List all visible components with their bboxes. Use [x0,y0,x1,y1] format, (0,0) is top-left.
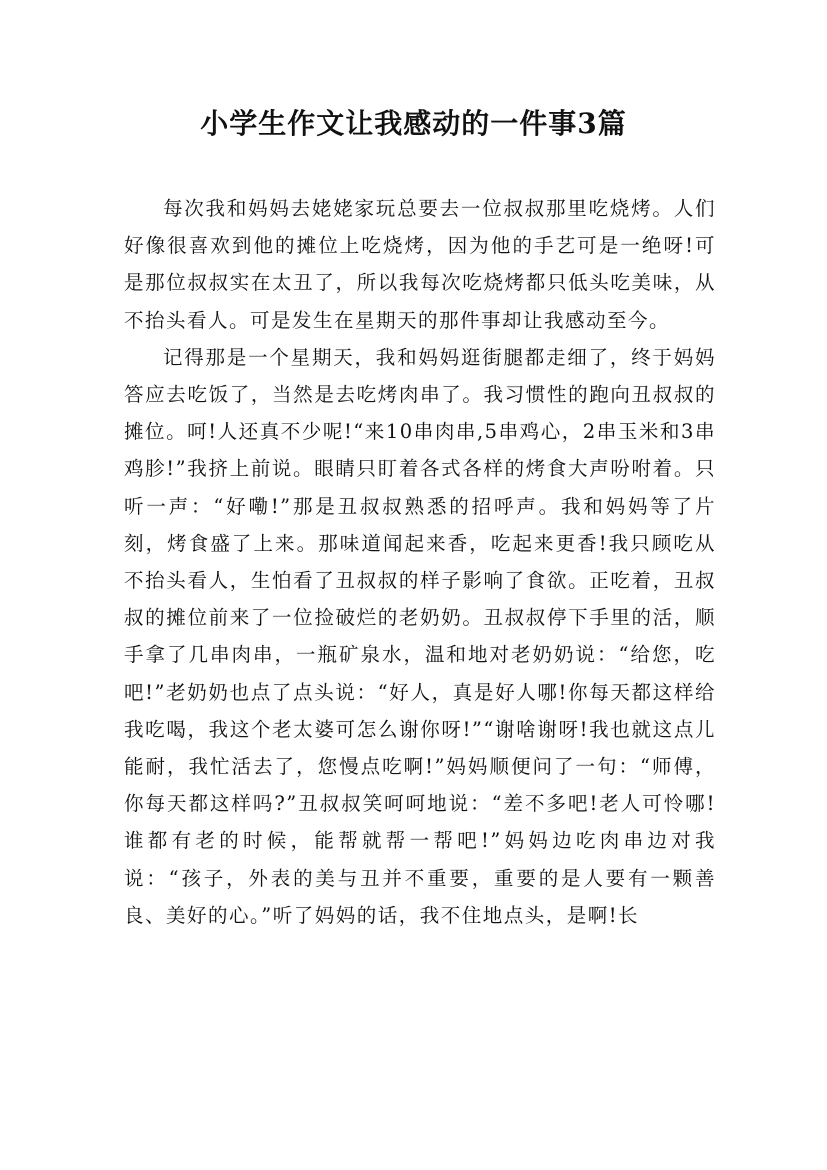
document-title: 小学生作文让我感动的一件事3篇 [200,107,627,140]
document-body [124,190,716,934]
paragraph-2: 记得那是一个星期天，我和妈妈逛街腿都走细了，终于妈妈答应去吃饭了，当然是去吃烤肉串了。我习惯性的跑向丑叔叔的摊位。呵!人还真不少呢!“来10串肉串,5串鸡心，2串玉米和3串鸡胗!”我挤上前说。眼睛只盯着各式各样的烤食大声吩咐着。只听一声：“好嘞!”那是丑叔叔熟悉的招呼声。我和妈妈等了片刻，烤食盛了上来。那味道闻起来香，吃起来更香!我只顾吃从不抬头看人，生怕看了丑叔叔的样子影响了食欲。正吃着，丑叔叔的摊位前来了一位捡破烂的老奶奶。丑叔叔停下手里的活，顺手拿了几串肉串，一瓶矿泉水，温和地对老奶奶说：“给您，吃吧!”老奶奶也点了点头说：“好人，真是好人哪!你每天都这样给我吃喝，我这个老太婆可怎么谢你呀!”“谢啥谢呀!我也就这点儿能耐，我忙活去了，您慢点吃啊!”妈妈顺便问了一句：“师傅，你每天都这样吗?”丑叔叔笑呵呵地说：“差不多吧!老人可怜哪!谁都有老的时候，能帮就帮一帮吧!”妈妈边吃肉串边对我说：“孩子，外表的美与丑并不重要，重要的是人要有一颗善良、美好的心。”听了妈妈的话，我不住地点头，是啊!长 [124,345,716,927]
paragraph-1: 每次我和妈妈去姥姥家玩总要去一位叔叔那里吃烧烤。人们好像很喜欢到他的摊位上吃烧烤，因为他的手艺可是一绝呀!可是那位叔叔实在太丑了，所以我每次吃烧烤都只低头吃美味，从不抬头看人。可是发生在星期天的那件事却让我感动至今。 [124,197,716,332]
